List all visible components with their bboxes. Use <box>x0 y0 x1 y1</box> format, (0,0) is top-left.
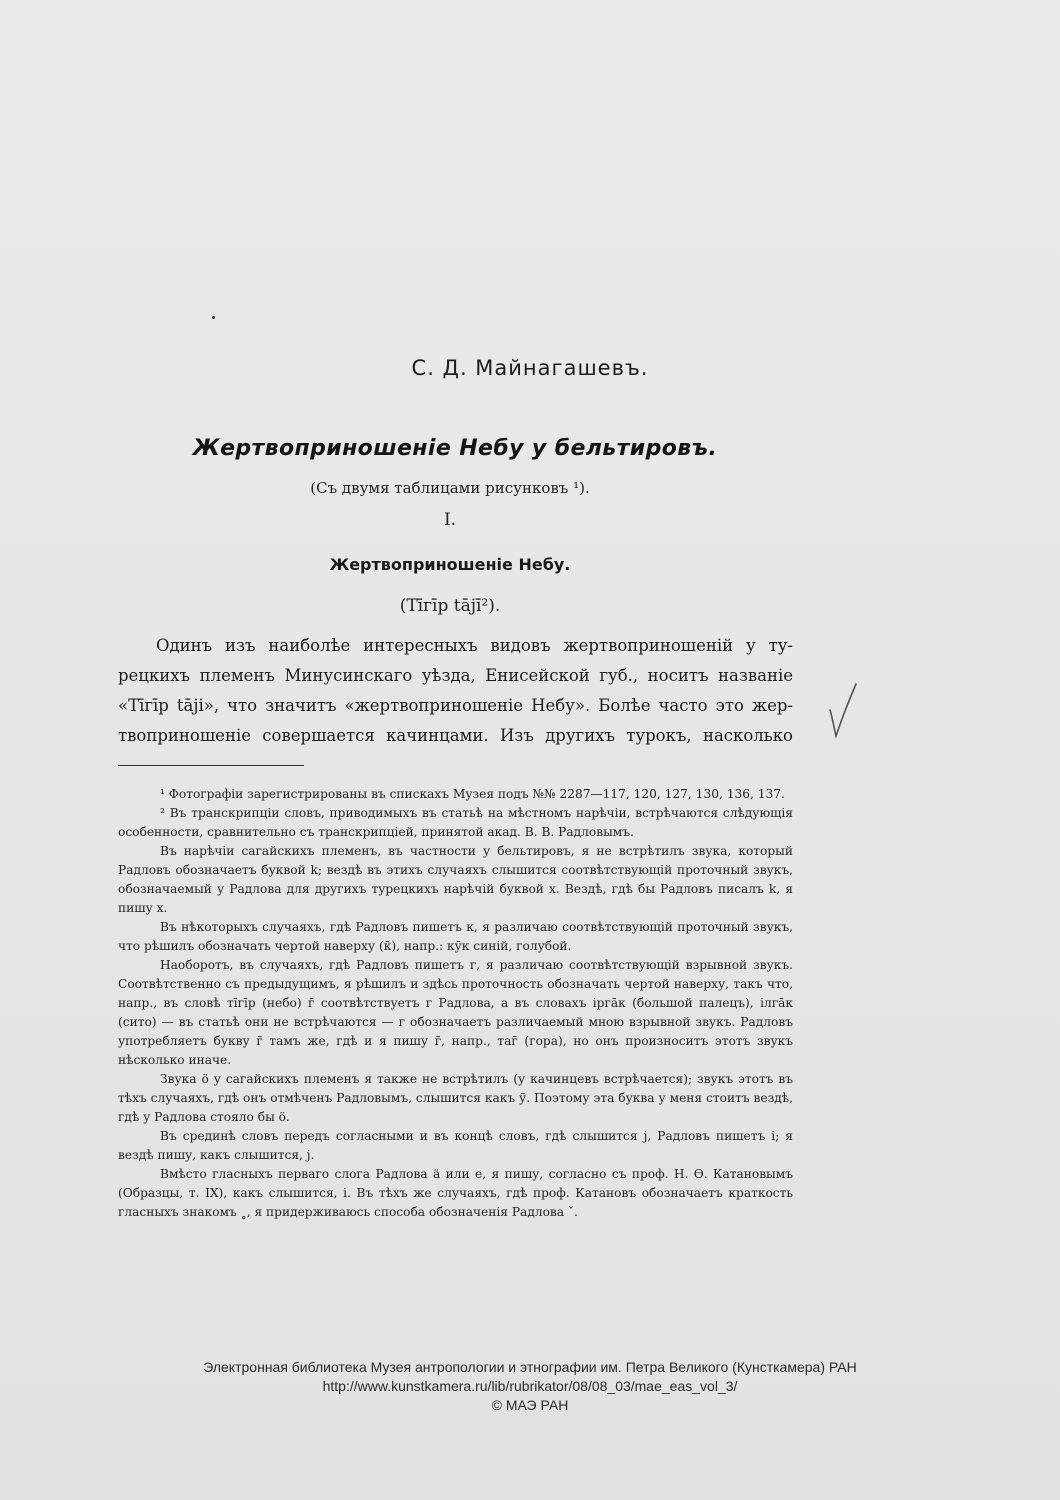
footnote: ² Въ транскрипціи словъ, приводимыхъ въ статьѣ на мѣстномъ нарѣчіи, встрѣчаются слѣдующія особенности, сравнительно съ транскрипціей, принятой акад. В. В. Радловымъ. <box>118 806 793 839</box>
section-transliteration: (Tīгīр tājī²). <box>399 596 501 616</box>
footer-library-name: Электронная библиотека Музея антропологии и этнографии им. Петра Великого (Кунсткамера) РАН <box>203 1359 857 1375</box>
footnote: Въ нѣкоторыхъ случаяхъ, гдѣ Радловъ пишетъ к, я различаю соотвѣтствующій проточный звукъ, что рѣшилъ обозначать чертой наверху (к̄), напр.: кӯк синій, голубой. <box>118 920 793 953</box>
section-number: I. <box>443 510 457 530</box>
footnote: ¹ Фотографіи зарегистрированы въ спискахъ Музея подъ №№ 2287—117, 120, 127, 130, 136, 137. <box>160 787 785 801</box>
library-footer <box>0 1358 1060 1415</box>
handwritten-checkmark <box>822 680 862 740</box>
scan-speck <box>212 316 215 319</box>
footnote: Въ нарѣчіи сагайскихъ племенъ, въ частности у бельтировъ, я не встрѣтилъ звука, который Радловъ обозначаетъ буквой k; вездѣ въ этихъ случаяхъ слышится соотвѣтствующій проточный звукъ, обозначаемый у Радлова для другихъ турецкихъ нарѣчій буквой х. Вездѣ, гдѣ бы Радловъ писалъ k, я пишу х. <box>118 844 793 915</box>
section-title: Жертвоприношеніе Небу. <box>329 555 571 574</box>
author-name: С. Д. Майнагашевъ. <box>411 356 649 380</box>
body-line: «Tīгīр tājі», что значитъ «жертвоприношеніе Небу». Болѣе часто это жер- <box>118 696 793 715</box>
body-text <box>118 631 793 751</box>
footnote: Звука ö у сагайскихъ племенъ я также не встрѣтилъ (у качинцевъ встрѣчается); звукъ этотъ въ тѣхъ случаяхъ, гдѣ онъ отмѣченъ Радловымъ, слышится какъ ӯ. Поэтому эта буква у меня стоитъ вездѣ, гдѣ у Радлова стояло бы ö. <box>118 1072 793 1124</box>
body-line: рецкихъ племенъ Минусинскаго уѣзда, Енисейской губ., носитъ названіе <box>118 666 793 685</box>
footnote: Въ срединѣ словъ передъ согласными и въ концѣ словъ, гдѣ слышится j, Радловъ пишетъ і; я вездѣ пишу, какъ слышится, j. <box>118 1129 793 1162</box>
footer-copyright: © МАЭ РАН <box>491 1397 569 1413</box>
body-line: твоприношеніе совершается качинцами. Изъ другихъ турокъ, насколько <box>118 726 793 745</box>
body-line: Одинъ изъ наиболѣе интересныхъ видовъ жертвоприношеній у ту- <box>156 636 793 655</box>
article-subtitle: (Съ двумя таблицами рисунковъ ¹). <box>310 479 590 497</box>
footnote: Вмѣсто гласныхъ перваго слога Радлова ä или е, я пишу, согласно съ проф. Н. Ѳ. Катановымъ (Образцы, т. IX), какъ слышится, і. Въ тѣхъ же случаяхъ, гдѣ проф. Катановъ обозначаетъ краткость гласныхъ знакомъ ˳, я придерживаюсь способа обозначенія Радлова ˇ. <box>118 1167 793 1219</box>
article-title: Жертвоприношеніе Небу у бельтировъ. <box>192 436 718 461</box>
footnote-divider <box>118 765 304 766</box>
footnotes <box>118 785 793 1222</box>
footnote: Наоборотъ, въ случаяхъ, гдѣ Радловъ пишетъ г, я различаю соотвѣтствующій взрывной звукъ. Соотвѣтственно съ предыдущимъ, я рѣшилъ и здѣсь проточность обозначать чертой наверху, такъ что, напр., въ словѣ тīгīр (небо) г̄ соотвѣтствуетъ г Радлова, а въ словахъ ірга̄к (большой палецъ), ілга̄к (сито) — въ статьѣ они не встрѣчаются — г обозначаетъ различаемый мною взрывной звукъ. Радловъ употребляетъ букву г̄ тамъ же, гдѣ и я пишу г̄, напр., таг̄ (гора), но онъ произноситъ этотъ звукъ нѣсколько иначе. <box>118 958 793 1067</box>
footer-url-link[interactable]: http://www.kunstkamera.ru/lib/rubrikator/08/08_03/mae_eas_vol_3/ <box>322 1378 738 1394</box>
